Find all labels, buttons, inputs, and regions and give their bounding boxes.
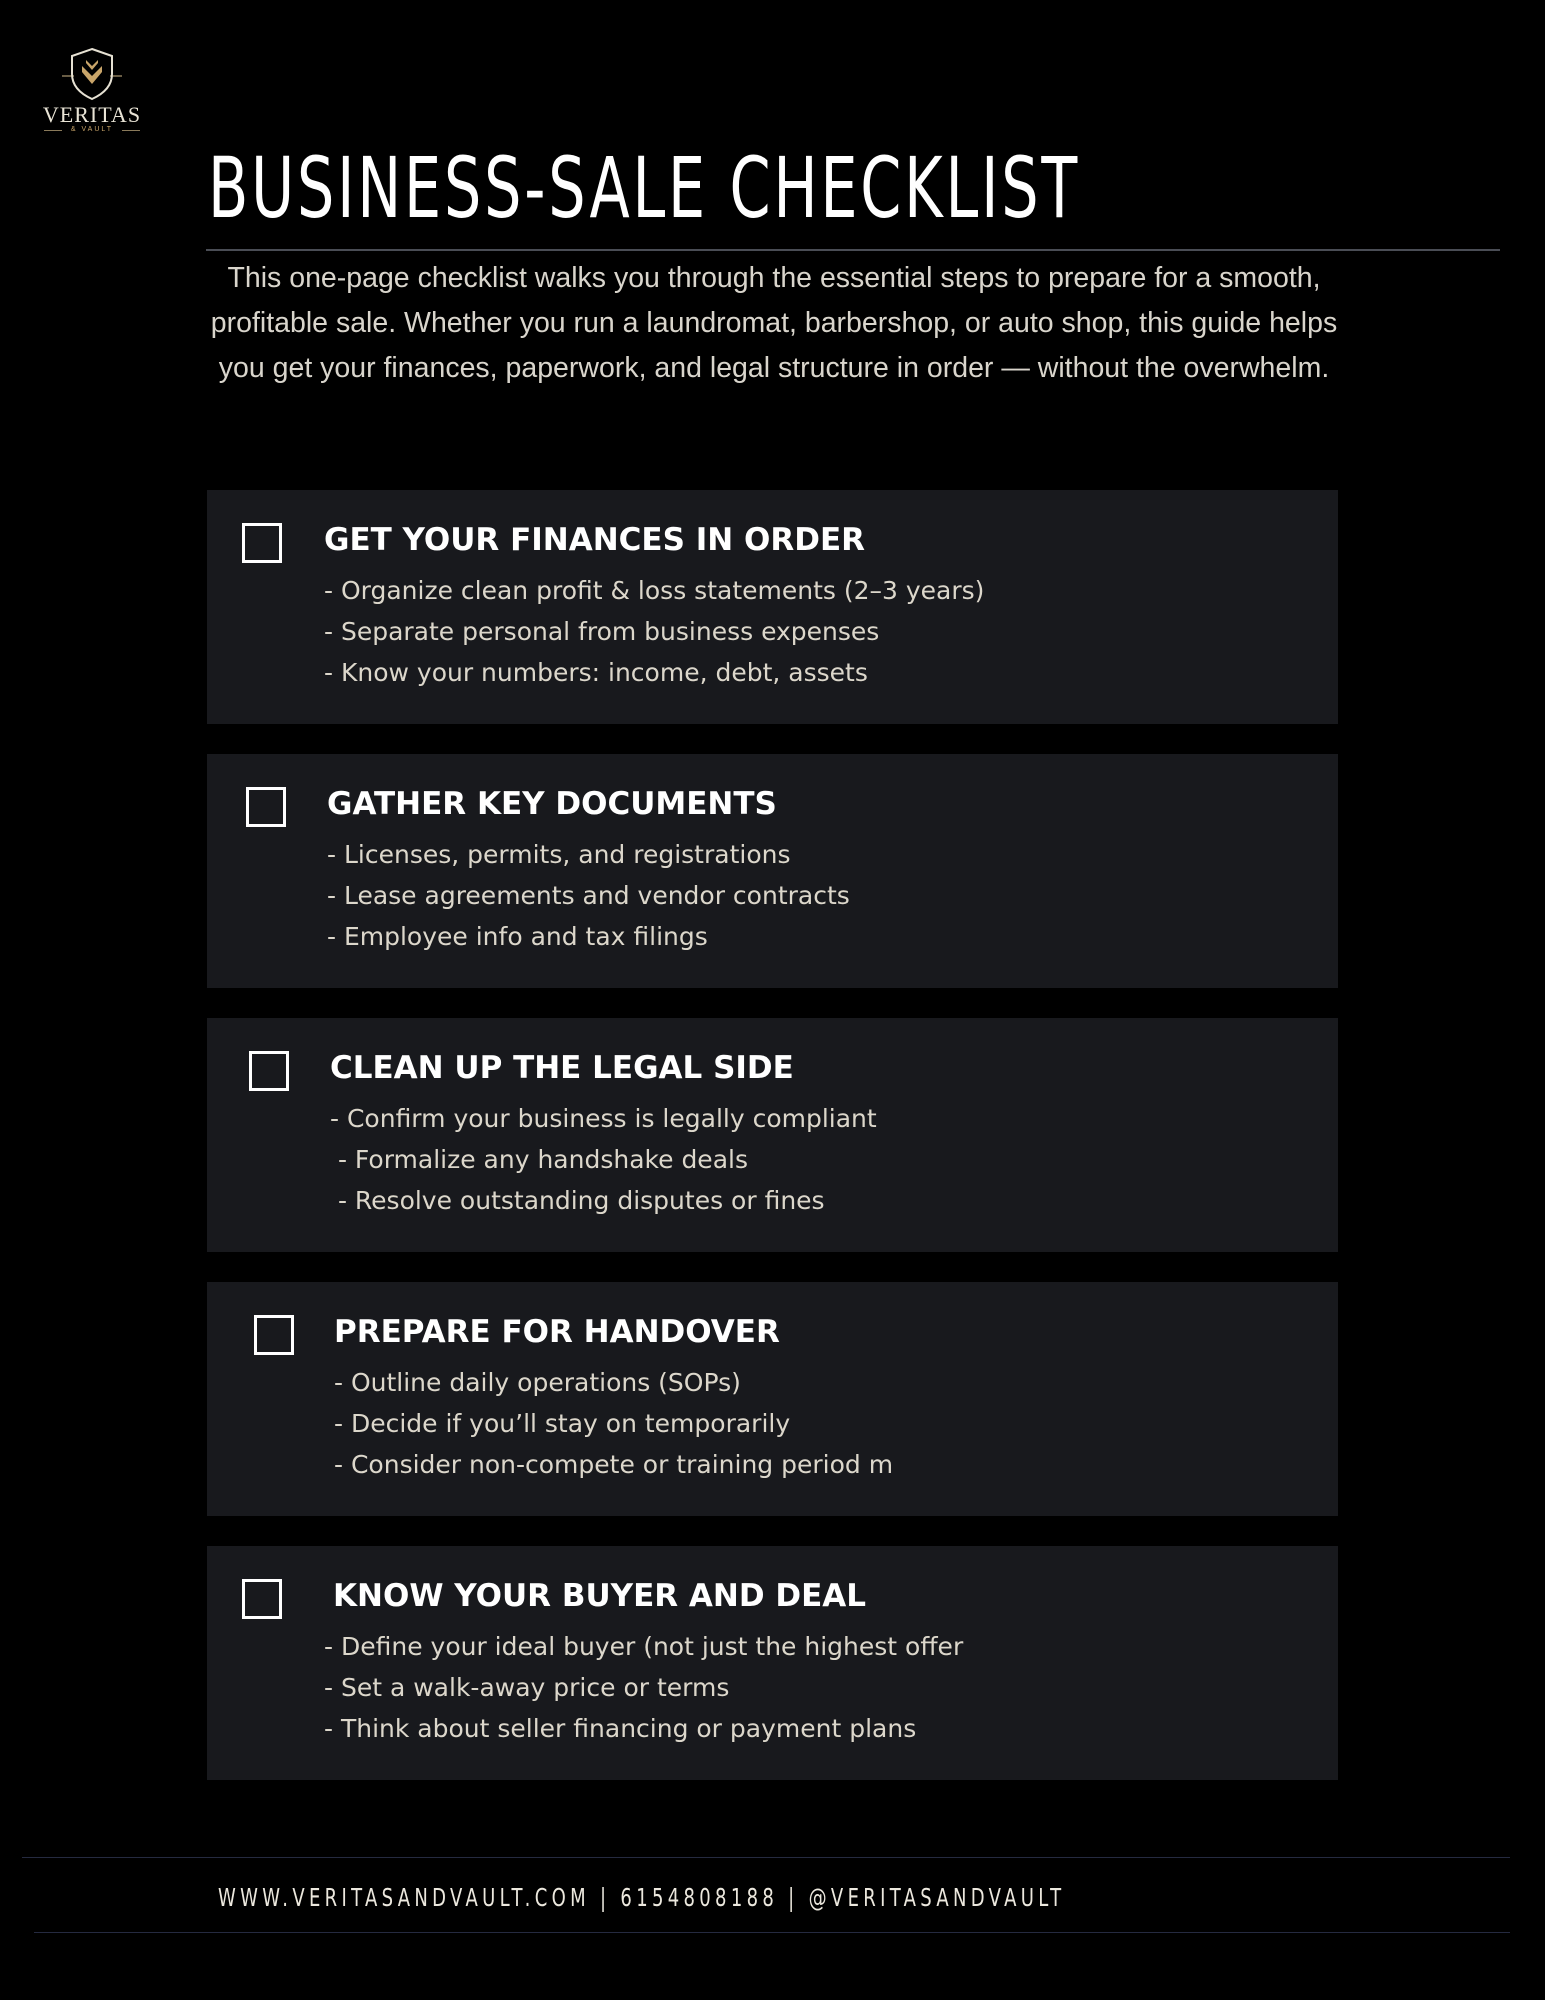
title-divider [206, 249, 1500, 251]
buyer-checkbox[interactable] [242, 1579, 282, 1619]
brand-name: VERITAS [42, 102, 142, 127]
section-title: CLEAN UP THE LEGAL SIDE [330, 1050, 794, 1086]
section-items [324, 570, 984, 693]
footer-divider-top [22, 1857, 1510, 1858]
footer-contact: WWW.VERITASANDVAULT.COM | 6154808188 | @VERITASANDVAULT [218, 1883, 1066, 1912]
list-item: - Organize clean profit & loss statements (2–3 years) [324, 576, 985, 605]
list-item: - Separate personal from business expenses [324, 617, 880, 646]
brand-logo [38, 46, 146, 142]
section-items [334, 1362, 893, 1485]
section-items [324, 1626, 963, 1749]
list-item: - Think about seller financing or payment plans [324, 1714, 917, 1743]
checklist-section-documents [207, 754, 1338, 988]
checklist-section-buyer [207, 1546, 1338, 1780]
section-title: PREPARE FOR HANDOVER [334, 1314, 780, 1350]
shield-icon [62, 46, 122, 102]
section-title: KNOW YOUR BUYER AND DEAL [333, 1578, 867, 1614]
documents-checkbox[interactable] [246, 787, 286, 827]
list-item: - Confirm your business is legally compliant [330, 1104, 877, 1133]
section-items [330, 1098, 877, 1221]
page-title: BUSINESS-SALE CHECKLIST [208, 139, 1081, 237]
list-item: - Define your ideal buyer (not just the highest offer [324, 1632, 964, 1661]
intro-paragraph: This one-page checklist walks you through the essential steps to prepare for a smooth, profitable sale. Whether you run a laundromat, barbershop, or auto shop, this guide helps you get your finances, paperwork, and legal structure in order — without the overwhelm. [210, 262, 1338, 384]
list-item: - Consider non-compete or training period m [334, 1450, 894, 1479]
section-items [327, 834, 850, 957]
list-item: - Set a walk-away price or terms [324, 1673, 730, 1702]
finances-checkbox[interactable] [242, 523, 282, 563]
list-item: - Licenses, permits, and registrations [327, 840, 791, 869]
checklist-section-finances [207, 490, 1338, 724]
section-title: GATHER KEY DOCUMENTS [327, 786, 777, 822]
checklist [207, 490, 1338, 1810]
footer-divider-bottom [34, 1932, 1510, 1933]
list-item: - Decide if you’ll stay on temporarily [334, 1409, 791, 1438]
list-item: - Formalize any handshake deals [330, 1145, 748, 1174]
list-item: - Outline daily operations (SOPs) [334, 1368, 741, 1397]
brand-tagline: & VAULT [38, 126, 146, 134]
list-item: - Lease agreements and vendor contracts [327, 881, 850, 910]
list-item: - Resolve outstanding disputes or fines [330, 1186, 825, 1215]
list-item: - Employee info and tax filings [327, 922, 708, 951]
legal-checkbox[interactable] [249, 1051, 289, 1091]
checklist-section-legal [207, 1018, 1338, 1252]
section-title: GET YOUR FINANCES IN ORDER [324, 522, 866, 558]
handover-checkbox[interactable] [254, 1315, 294, 1355]
checklist-section-handover [207, 1282, 1338, 1516]
list-item: - Know your numbers: income, debt, assets [324, 658, 868, 687]
